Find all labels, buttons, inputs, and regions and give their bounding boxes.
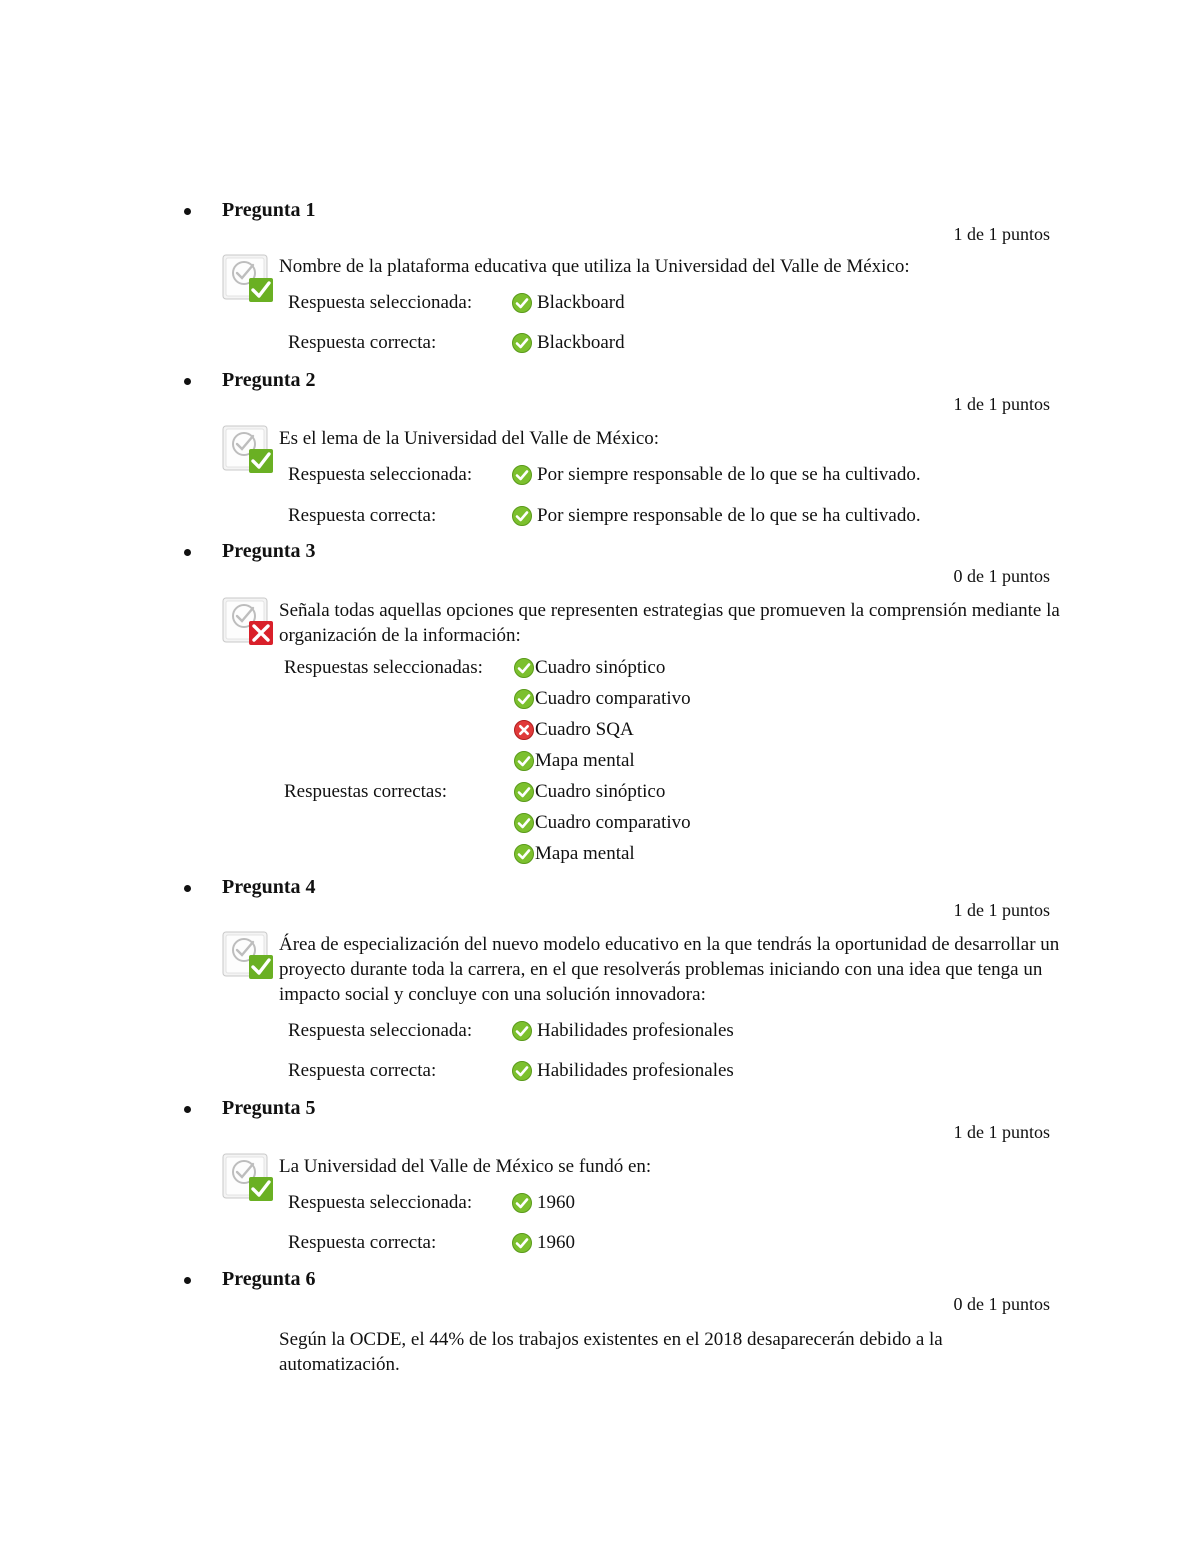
correct-answer-text: Cuadro comparativo (535, 812, 691, 833)
selected-answer-text: Cuadro comparativo (535, 688, 691, 709)
question-title: Pregunta 1 (222, 199, 316, 221)
question-title: Pregunta 6 (222, 1268, 316, 1290)
selected-answer-text: 1960 (537, 1192, 575, 1213)
question-points: 1 de 1 puntos (953, 394, 1050, 414)
check-icon (514, 751, 534, 771)
bullet-icon (184, 1277, 191, 1284)
question-points: 0 de 1 puntos (953, 1294, 1050, 1314)
selected-answer (514, 719, 634, 741)
bullet-icon (184, 1106, 191, 1113)
question-text: Es el lema de la Universidad del Valle de México: (279, 428, 660, 449)
selected-answer-label: Respuesta seleccionada: (288, 292, 473, 313)
check-icon (514, 689, 534, 709)
bullet-icon (184, 378, 191, 385)
question-text: Según la OCDE, el 44% de los trabajos existentes en el 2018 desaparecerán debido a la automatización. (279, 1329, 943, 1375)
correct-answer-text: Blackboard (537, 332, 625, 353)
selected-answer (512, 1192, 575, 1214)
correct-answer (514, 781, 665, 803)
selected-answer-text: Cuadro sinóptico (535, 657, 666, 678)
selected-answer-text: Habilidades profesionales (537, 1020, 734, 1041)
selected-answer (514, 688, 691, 710)
check-icon (512, 333, 532, 353)
question-title: Pregunta 4 (222, 876, 316, 898)
correct-answer-label: Respuesta correcta: (288, 1060, 437, 1081)
bullet-icon (184, 885, 191, 892)
selected-answers-label: Respuestas seleccionadas: (284, 657, 483, 678)
x-icon (514, 720, 534, 740)
correct-answer-text: Mapa mental (535, 843, 635, 864)
correct-answer (514, 812, 691, 834)
question-text: Nombre de la plataforma educativa que utiliza la Universidad del Valle de México: (279, 256, 910, 277)
question-points: 0 de 1 puntos (953, 566, 1050, 586)
correct-answer (512, 1060, 734, 1082)
question-points: 1 de 1 puntos (953, 1122, 1050, 1142)
check-icon (514, 782, 534, 802)
selected-answer-text: Por siempre responsable de lo que se ha cultivado. (537, 464, 921, 485)
bullet-icon (184, 208, 191, 215)
correct-answer (512, 1232, 575, 1254)
check-icon (512, 1061, 532, 1081)
correct-answer-label: Respuesta correcta: (288, 505, 437, 526)
correct-question-icon (222, 424, 274, 476)
selected-answer (512, 1020, 734, 1042)
correct-answer-text: Habilidades profesionales (537, 1060, 734, 1081)
check-icon (512, 1233, 532, 1253)
selected-answer-text: Cuadro SQA (535, 719, 634, 740)
bullet-icon (184, 549, 191, 556)
selected-answer (512, 464, 921, 486)
check-icon (514, 844, 534, 864)
correct-answer-label: Respuesta correcta: (288, 1232, 437, 1253)
selected-answer (514, 750, 635, 772)
correct-answer (512, 332, 625, 354)
selected-answer-label: Respuesta seleccionada: (288, 1192, 473, 1213)
correct-answer-text: 1960 (537, 1232, 575, 1253)
selected-answer-text: Mapa mental (535, 750, 635, 771)
question-text: Área de especialización del nuevo modelo educativo en la que tendrás la oportunidad de desarrollar un proyecto durante toda la carrera, en el que resolverás problemas iniciando con una idea que tenga un impacto social y concluye con una solución innovadora: (279, 934, 1060, 1005)
selected-answer-label: Respuesta seleccionada: (288, 1020, 473, 1041)
correct-question-icon (222, 253, 274, 305)
check-icon (512, 1021, 532, 1041)
correct-answer-label: Respuesta correcta: (288, 332, 437, 353)
check-icon (512, 465, 532, 485)
correct-answer (514, 843, 635, 865)
check-icon (512, 1193, 532, 1213)
question-text: La Universidad del Valle de México se fundó en: (279, 1156, 652, 1177)
question-text: Señala todas aquellas opciones que representen estrategias que promueven la comprensión mediante la organización de la información: (279, 600, 1060, 646)
question-title: Pregunta 2 (222, 369, 316, 391)
selected-answer-text: Blackboard (537, 292, 625, 313)
check-icon (512, 293, 532, 313)
check-icon (512, 506, 532, 526)
correct-answer-text: Por siempre responsable de lo que se ha cultivado. (537, 505, 921, 526)
question-title: Pregunta 5 (222, 1097, 316, 1119)
check-icon (514, 658, 534, 678)
check-icon (514, 813, 534, 833)
correct-answer (512, 505, 921, 527)
selected-answer (514, 657, 665, 679)
incorrect-question-icon (222, 596, 274, 648)
correct-question-icon (222, 1152, 274, 1204)
correct-answer-text: Cuadro sinóptico (535, 781, 666, 802)
question-title: Pregunta 3 (222, 540, 316, 562)
selected-answer-label: Respuesta seleccionada: (288, 464, 473, 485)
question-points: 1 de 1 puntos (953, 900, 1050, 920)
question-points: 1 de 1 puntos (953, 224, 1050, 244)
correct-answers-label: Respuestas correctas: (284, 781, 448, 802)
correct-question-icon (222, 930, 274, 982)
selected-answer (512, 292, 625, 314)
